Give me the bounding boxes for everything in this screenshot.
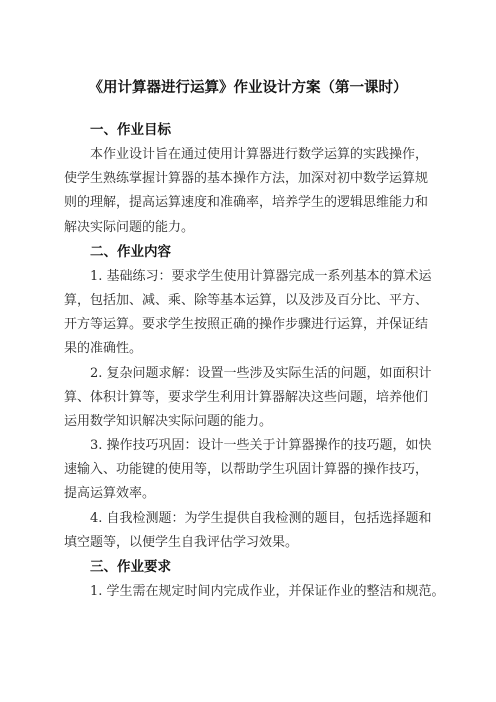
paragraph-line: 填空题等，以便学生自我评估学习效果。	[64, 534, 299, 550]
paragraph-line: 速输入、功能键的使用等，以帮助学生巩固计算器的操作技巧，	[64, 462, 429, 478]
document-title: 《用计算器进行运算》作业设计方案（第一课时）	[88, 80, 408, 96]
paragraph-line: 果的准确性。	[64, 341, 143, 357]
paragraph-line: 本作业设计旨在通过使用计算器进行数学运算的实践操作，	[90, 147, 429, 162]
paragraph-line: 则的理解，提高运算速度和准确率，培养学生的逻辑思维能力和	[64, 195, 429, 211]
section-heading-content: 二、作业内容	[90, 243, 171, 260]
document-body	[64, 118, 448, 604]
section-heading-requirements: 三、作业要求	[90, 559, 171, 575]
paragraph-line: 2. 复杂问题求解：设置一些涉及实际生活的问题，如面积计	[90, 365, 432, 381]
paragraph-line: 算，包括加、减、乘、除等基本运算，以及涉及百分比、平方、	[64, 292, 429, 308]
paragraph-line: 运用数学知识解决实际问题的能力。	[64, 413, 273, 429]
paragraph-line: 使学生熟练掌握计算器的基本操作方法，加深对初中数学运算规	[64, 171, 429, 187]
paragraph-line: 1. 基础练习：要求学生使用计算器完成一系列基本的算术运	[90, 268, 432, 284]
paragraph-line: 提高运算效率。	[64, 486, 156, 502]
paragraph-line: 4. 自我检测题：为学生提供自我检测的题目，包括选择题和	[90, 510, 432, 526]
paragraph-line: 3. 操作技巧巩固：设计一些关于计算器操作的技巧题，如快	[90, 438, 432, 454]
paragraph-line: 1. 学生需在规定时间内完成作业，并保证作业的整洁和规范。	[90, 584, 445, 599]
paragraph-line: 开方等运算。要求学生按照正确的操作步骤进行运算，并保证结	[64, 317, 429, 333]
section-heading-goals: 一、作业目标	[90, 122, 171, 138]
paragraph-line: 算、体积计算等，要求学生利用计算器解决这些问题，培养他们	[64, 389, 429, 405]
paragraph-line: 解决实际问题的能力。	[64, 219, 195, 235]
